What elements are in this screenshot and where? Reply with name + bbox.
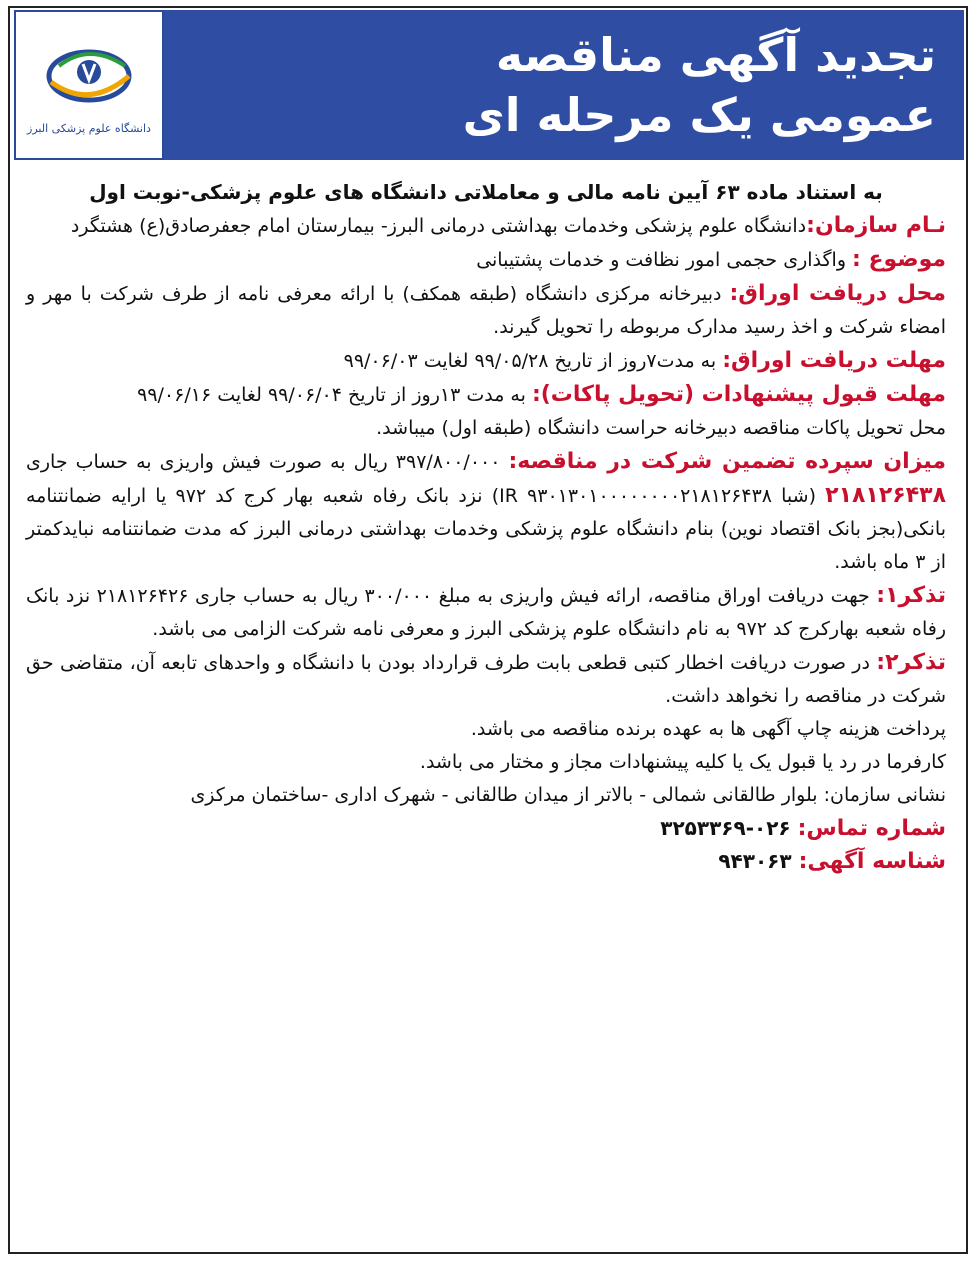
note1-label: تذکر۱: — [876, 583, 946, 608]
title-banner — [164, 10, 964, 160]
guarantee-section — [26, 445, 946, 579]
org-label: نـام سازمان: — [806, 213, 946, 238]
subject-label: موضوع : — [852, 247, 946, 272]
subject-value: واگذاری حجمی امور نظافت و خدمات پشتیبانی — [476, 249, 853, 271]
note2-value: در صورت دریافت اخطار کتبی قطعی بابت طرف قرارداد بودن با دانشگاه و واحدهای تابعه آن، متقاضی حق شرکت در مناقصه را نخواهد داشت. — [26, 652, 946, 707]
ad-id-label: شناسه آگهی: — [798, 849, 946, 874]
delivery-place-line: محل تحویل پاکات مناقصه دبیرخانه حراست دانشگاه (طبقه اول) میباشد. — [376, 417, 946, 439]
title-line-1: تجدید آگهی مناقصه — [495, 28, 936, 82]
ad-id-section — [26, 845, 946, 878]
title-line-2: عمومی یک مرحله ای — [462, 88, 936, 142]
bids-deadline-value: به مدت ۱۳روز از تاریخ ۹۹/۰۶/۰۴ لغایت ۹۹/۰۶/۱۶ — [137, 384, 532, 406]
phone-value: ۰۲۶-۳۲۵۳۳۶۹ — [660, 816, 798, 840]
notice-header — [14, 10, 964, 160]
org-section — [26, 209, 946, 243]
employer-line: کارفرما در رد یا قبول یک یا کلیه پیشنهادات مجاز و مختار می باشد. — [419, 751, 946, 773]
org-value: دانشگاه علوم پزشکی وخدمات بهداشتی درمانی البرز- بیمارستان امام جعفرصادق(ع) هشتگرد — [70, 215, 807, 237]
note1-section — [26, 579, 946, 646]
university-logo — [14, 10, 164, 160]
phone-label: شماره تماس: — [797, 816, 946, 841]
subject-section — [26, 243, 946, 277]
logo-caption: دانشگاه علوم پزشکی البرز — [27, 121, 151, 135]
docs-deadline-value: به مدت۷روز از تاریخ ۹۹/۰۵/۲۸ لغایت ۹۹/۰۶/۰۳ — [343, 350, 723, 372]
guarantee-label: میزان سپرده تضمین شرکت در مناقصه: — [508, 449, 946, 474]
logo-emblem-icon — [37, 36, 141, 118]
bids-deadline-section — [26, 378, 946, 412]
phone-section — [26, 812, 946, 845]
note2-section — [26, 646, 946, 713]
intro-line: به استناد ماده ۶۳ آیین نامه مالی و معاملاتی دانشگاه های علوم پزشکی-نوبت اول — [89, 180, 883, 204]
guarantee-account-number: ۲۱۸۱۲۶۴۳۸ — [825, 483, 946, 508]
bids-deadline-label: مهلت قبول پیشنهادات (تحویل پاکات): — [531, 382, 946, 407]
notice-body — [26, 176, 946, 878]
note1-value: جهت دریافت اوراق مناقصه، ارائه فیش واریزی به مبلغ ۳۰۰/۰۰۰ ریال به حساب جاری ۲۱۸۱۲۶۴۲۶ نزد بانک رفاه شعبه بهارکرج کد ۹۷۲ به نام دانشگاه علوم پزشکی البرز و معرفی نامه شرکت الزامی می باشد. — [26, 585, 946, 640]
address-line: نشانی سازمان: بلوار طالقانی شمالی - بالاتر از میدان طالقانی - شهرک اداری -ساختمان مرکزی — [190, 784, 946, 806]
ad-id-value: ۹۴۳۰۶۳ — [718, 849, 799, 873]
print-cost-line: پرداخت هزینه چاپ آگهی ها به عهده برنده مناقصه می باشد. — [470, 718, 946, 740]
guarantee-part2: (شبا IR ۹۳۰۱۳۰۱۰۰۰۰۰۰۰۰۲۱۸۱۲۶۴۳۸) نزد بانک رفاه شعبه بهار کرج کد ۹۷۲ یا ارایه ضمانتنامه بانکی(بجز بانک اقتصاد نوین) بنام دانشگاه علوم پزشکی وخدمات بهداشتی درمانی البرز که مدت ضمانتنامه نبایدکمتر از ۳ ماه باشد. — [26, 485, 946, 573]
docs-deadline-label: مهلت دریافت اوراق: — [722, 348, 946, 373]
docs-place-value: دبیرخانه مرکزی دانشگاه (طبقه همکف) با ارائه معرفی نامه از طرف شرکت با مهر و امضاء شرکت و اخذ رسید مدارک مربوطه را تحویل گیرند. — [26, 283, 946, 338]
guarantee-part1: ۳۹۷/۸۰۰/۰۰۰ ریال به صورت فیش واریزی به حساب جاری — [26, 451, 509, 473]
docs-place-label: محل دریافت اوراق: — [729, 281, 946, 306]
note2-label: تذکر۲: — [876, 650, 946, 675]
docs-place-section — [26, 277, 946, 344]
docs-deadline-section — [26, 344, 946, 378]
